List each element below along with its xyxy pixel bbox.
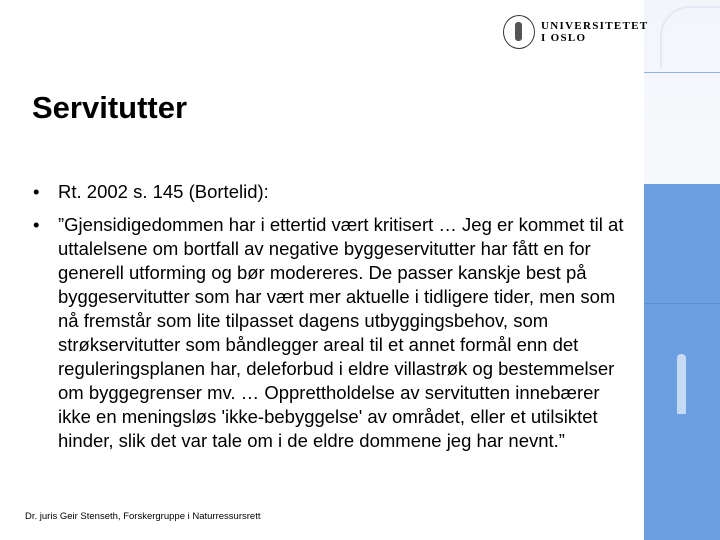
sidebar-decoration-blue xyxy=(644,184,720,540)
bullet-text: ”Gjensidigedommen har i ettertid vært kritisert … Jeg er kommet til at uttalelsene om bortfall av negative byggeservitutter har fått en for generell utforming og bør modereres. De passer kanskje best på byggeservitutter som har vært mer aktuelle i tidligere tider, men som nå fremstår som lite tilpasset dagens utbyggingsbehov, som strøkservitutter som båndlegger areal til et annet formål enn det reguleringsplanen har, deleforbud i eldre villastrøk og bestemmelser om byggegrenser mv. … Opprettholdelse av servitutten innebærer ikke en meningsløs 'ikke-bebyggelse' av området, eller et utilsiktet hinder, slik det var tale om i de eldre dommene jeg har nevnt.” xyxy=(58,214,624,451)
university-logo xyxy=(503,15,648,49)
slide-title: Servitutter xyxy=(32,90,188,125)
logo-line2: I OSLO xyxy=(541,32,587,44)
bullet-item xyxy=(33,213,633,453)
statue-head-illustration xyxy=(660,6,720,68)
seal-icon xyxy=(503,15,535,49)
logo-line1: UNIVERSITETET xyxy=(541,20,649,32)
divider xyxy=(644,303,720,304)
figure-illustration xyxy=(677,354,686,414)
bullet-text: Rt. 2002 s. 145 (Bortelid): xyxy=(58,181,269,202)
bullet-icon: • xyxy=(33,214,40,235)
footer-author: Dr. juris Geir Stenseth, Forskergruppe i Naturressursrett xyxy=(25,511,261,522)
divider xyxy=(644,72,720,73)
bullet-list xyxy=(33,180,633,462)
bullet-icon: • xyxy=(33,181,40,202)
bullet-item xyxy=(33,180,633,204)
